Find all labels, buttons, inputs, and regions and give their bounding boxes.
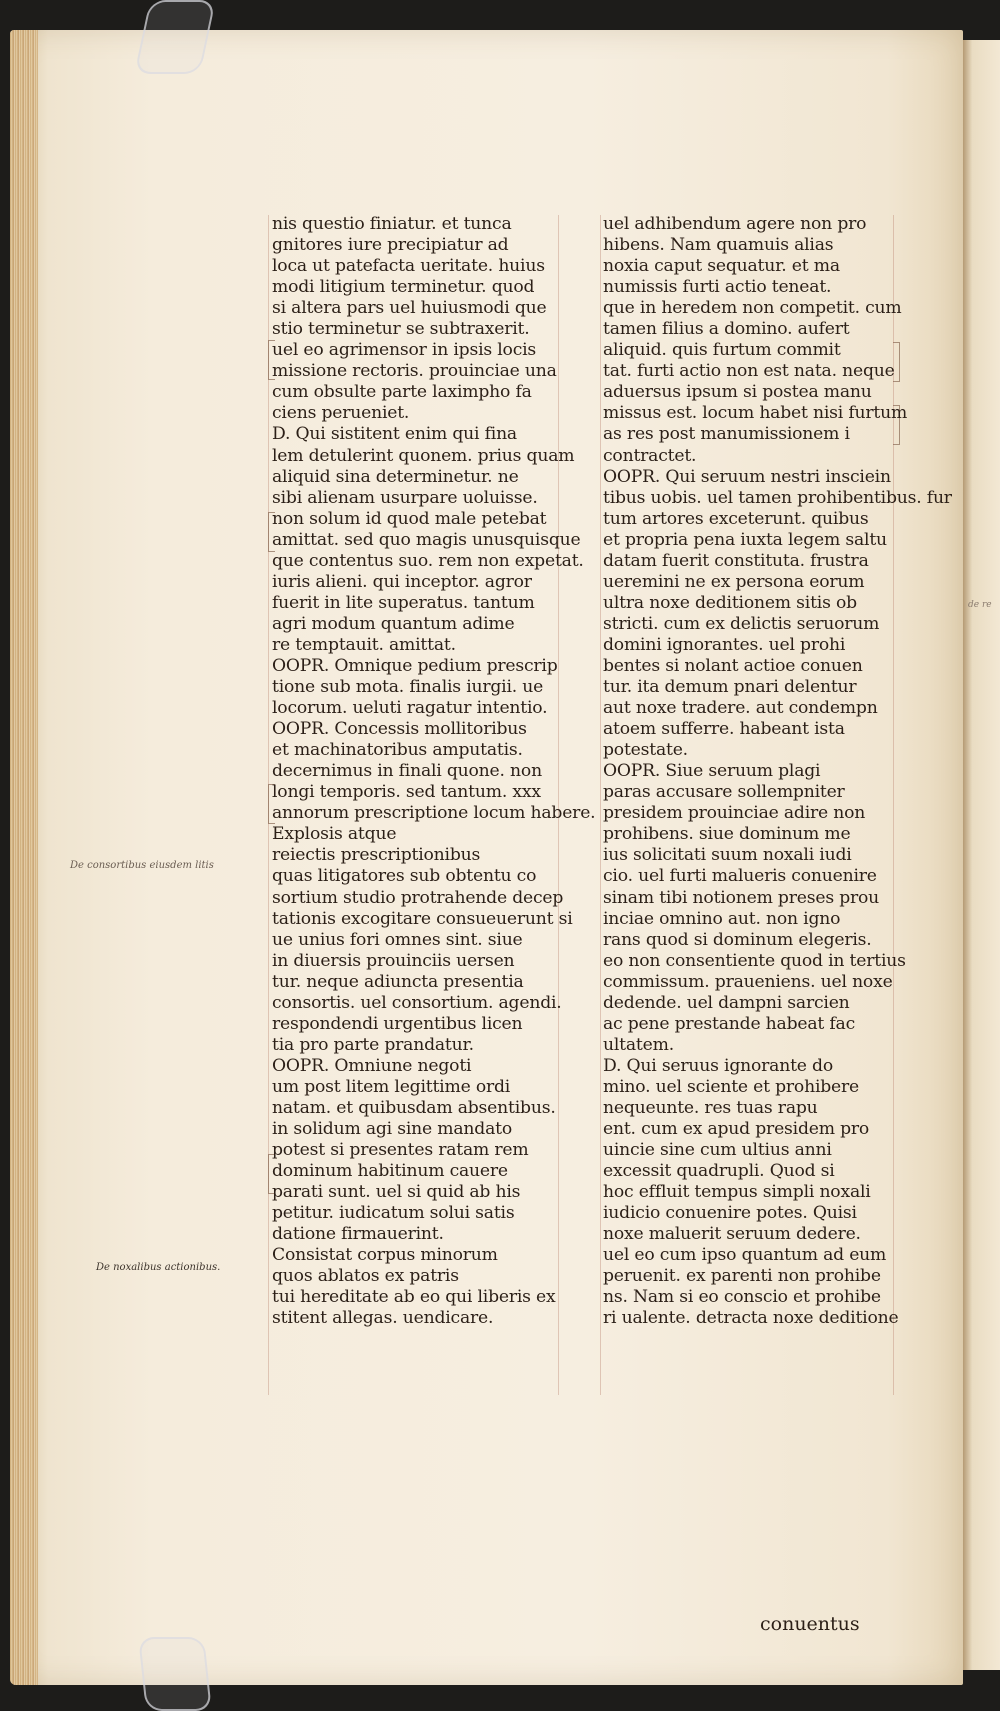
text-line: ent. cum ex apud presidem pro	[603, 1119, 870, 1140]
text-line: quos ablatos ex patris	[272, 1266, 459, 1287]
text-line: commissum. praueniens. uel noxe	[603, 971, 893, 992]
text-line: ue unius fori omnes sint. siue	[272, 929, 523, 950]
text-line: prohibens. siue dominum me	[603, 824, 851, 845]
text-line: noxia caput sequatur. et ma	[603, 256, 840, 277]
text-line: cio. uel furti malueris conuenire	[603, 866, 877, 887]
text-line: eo non consentiente quod in tertius	[603, 950, 906, 971]
text-line: aduersus ipsum si postea manu	[603, 382, 872, 403]
text-line: hibens. Nam quamuis alias	[603, 235, 834, 256]
text-line: stitent allegas. uendicare.	[272, 1308, 494, 1329]
text-line: sortium studio protrahende decep	[272, 887, 564, 908]
text-line: loca ut patefacta ueritate. huius	[272, 256, 545, 277]
text-column-right	[603, 214, 952, 1329]
text-line: OOPR. Concessis mollitoribus	[272, 719, 527, 740]
text-line: ns. Nam si eo conscio et prohibe	[603, 1287, 881, 1308]
text-line: dedende. uel dampni sarcien	[603, 992, 850, 1013]
text-line: uincie sine cum ultius anni	[603, 1140, 832, 1161]
text-line: gnitores iure precipiatur ad	[272, 235, 509, 256]
text-line: iudicio conuenire potes. Quisi	[603, 1203, 857, 1224]
text-line: tibus uobis. uel tamen prohibentibus. fur	[603, 487, 952, 508]
text-line: fuerit in lite superatus. tantum	[272, 592, 535, 613]
text-line: ultatem.	[603, 1034, 674, 1055]
text-line: longi temporis. sed tantum. xxx	[272, 782, 541, 803]
bottom-page-clip-icon	[138, 1637, 212, 1711]
margin-note: de re	[968, 600, 992, 610]
text-line: missus est. locum habet nisi furtum	[603, 403, 908, 424]
text-line: lem detulerint quonem. prius quam	[272, 445, 575, 466]
text-line: rans quod si dominum elegeris.	[603, 929, 872, 950]
text-line: dominum habitinum cauere	[272, 1161, 508, 1182]
text-line: ius solicitati suum noxali iudi	[603, 845, 852, 866]
text-line: cum obsulte parte laximpho fa	[272, 382, 532, 403]
text-line: aut noxe tradere. aut condempn	[603, 698, 878, 719]
text-line: non solum id quod male petebat	[272, 508, 547, 529]
text-line: respondendi urgentibus licen	[272, 1013, 523, 1034]
text-line: contractet.	[603, 445, 697, 466]
text-line: aliquid sina determinetur. ne	[272, 466, 519, 487]
text-line: peruenit. ex parenti non prohibe	[603, 1266, 881, 1287]
text-line: mino. uel sciente et prohibere	[603, 1076, 860, 1097]
text-line: reiectis prescriptionibus	[272, 845, 481, 866]
text-line: tamen filius a domino. aufert	[603, 319, 850, 340]
text-line: potest si presentes ratam rem	[272, 1140, 529, 1161]
text-line: in diuersis prouinciis uersen	[272, 950, 515, 971]
text-line: si altera pars uel huiusmodi que	[272, 298, 547, 319]
text-line: ultra noxe deditionem sitis ob	[603, 592, 857, 613]
text-column-left	[272, 214, 596, 1329]
text-line: Explosis atque	[272, 824, 397, 845]
text-line: que contentus suo. rem non expetat.	[272, 550, 584, 571]
text-line: annorum prescriptione locum habere.	[272, 803, 596, 824]
text-line: D. Qui seruus ignorante do	[603, 1055, 833, 1076]
text-line: as res post manumissionem i	[603, 424, 850, 445]
text-line: potestate.	[603, 740, 688, 761]
text-line: paras accusare sollempniter	[603, 782, 845, 803]
text-line: sinam tibi notionem preses prou	[603, 887, 880, 908]
text-line: tur. neque adiuncta presentia	[272, 971, 524, 992]
text-line: que in heredem non competit. cum	[603, 298, 902, 319]
text-line: sibi alienam usurpare uoluisse.	[272, 487, 538, 508]
text-line: Consistat corpus minorum	[272, 1245, 498, 1266]
text-line: inciae omnino aut. non igno	[603, 908, 841, 929]
text-line: ciens perueniet.	[272, 403, 410, 424]
text-line: petitur. iudicatum solui satis	[272, 1203, 515, 1224]
text-line: consortis. uel consortium. agendi.	[272, 992, 562, 1013]
text-line: locorum. ueluti ragatur intentio.	[272, 698, 548, 719]
text-line: datione firmauerint.	[272, 1224, 444, 1245]
text-line: re temptauit. amittat.	[272, 634, 456, 655]
text-line: uel adhibendum agere non pro	[603, 214, 867, 234]
text-line: amittat. sed quo magis unusquisque	[272, 529, 581, 550]
text-line: tur. ita demum pnari delentur	[603, 677, 857, 698]
text-line: tui hereditate ab eo qui liberis ex	[272, 1287, 556, 1308]
margin-note: De consortibus eiusdem litis	[70, 860, 214, 871]
text-line: bentes si nolant actioe conuen	[603, 655, 863, 676]
text-line: presidem prouinciae adire non	[603, 803, 866, 824]
margin-note: De noxalibus actionibus.	[96, 1262, 221, 1273]
text-line: missione rectoris. prouinciae una	[272, 361, 557, 382]
text-line: ueremini ne ex persona eorum	[603, 571, 865, 592]
text-line: nis questio finiatur. et tunca	[272, 214, 512, 234]
text-line: atoem sufferre. habeant ista	[603, 719, 845, 740]
text-line: OOPR. Siue seruum plagi	[603, 761, 821, 782]
text-line: tum artores exceterunt. quibus	[603, 508, 869, 529]
column-ruling-line	[600, 215, 601, 1395]
text-line: tione sub mota. finalis iurgii. ue	[272, 677, 544, 698]
text-line: parati sunt. uel si quid ab his	[272, 1182, 521, 1203]
text-line: um post litem legittime ordi	[272, 1076, 511, 1097]
text-line: iuris alieni. qui inceptor. agror	[272, 571, 532, 592]
text-line: natam. et quibusdam absentibus.	[272, 1097, 556, 1118]
text-line: tat. furti actio non est nata. neque	[603, 361, 895, 382]
page-edges	[10, 30, 38, 1685]
text-line: agri modum quantum adime	[272, 613, 515, 634]
text-line: modi litigium terminetur. quod	[272, 277, 535, 298]
text-line: et machinatoribus amputatis.	[272, 740, 523, 761]
text-line: et propria pena iuxta legem saltu	[603, 529, 887, 550]
catchword: conuentus	[760, 1613, 860, 1635]
text-line: decernimus in finali quone. non	[272, 761, 542, 782]
column-ruling-line	[893, 215, 894, 1395]
text-line: OOPR. Omniune negoti	[272, 1055, 472, 1076]
text-line: datam fuerit constituta. frustra	[603, 550, 869, 571]
text-line: D. Qui sistitent enim qui fina	[272, 424, 517, 445]
text-line: in solidum agi sine mandato	[272, 1119, 512, 1140]
adjacent-leaf	[963, 40, 1000, 1670]
text-line: stricti. cum ex delictis seruorum	[603, 613, 880, 634]
text-line: uel eo agrimensor in ipsis locis	[272, 340, 537, 361]
text-line: OOPR. Omnique pedium prescrip	[272, 655, 558, 676]
text-line: ri ualente. detracta noxe deditione	[603, 1308, 899, 1329]
text-line: uel eo cum ipso quantum ad eum	[603, 1245, 887, 1266]
text-line: quas litigatores sub obtentu co	[272, 866, 537, 887]
text-line: noxe maluerit seruum dedere.	[603, 1224, 861, 1245]
text-line: hoc effluit tempus simpli noxali	[603, 1182, 871, 1203]
text-line: ac pene prestande habeat fac	[603, 1013, 856, 1034]
text-line: domini ignorantes. uel prohi	[603, 634, 846, 655]
text-line: tationis excogitare consueuerunt si	[272, 908, 573, 929]
text-line: numissis furti actio teneat.	[603, 277, 832, 298]
text-line: tia pro parte prandatur.	[272, 1034, 474, 1055]
text-line: OOPR. Qui seruum nestri insciein	[603, 466, 891, 487]
text-line: excessit quadrupli. Quod si	[603, 1161, 835, 1182]
text-line: stio terminetur se subtraxerit.	[272, 319, 530, 340]
text-line: nequeunte. res tuas rapu	[603, 1097, 818, 1118]
text-line: aliquid. quis furtum commit	[603, 340, 841, 361]
